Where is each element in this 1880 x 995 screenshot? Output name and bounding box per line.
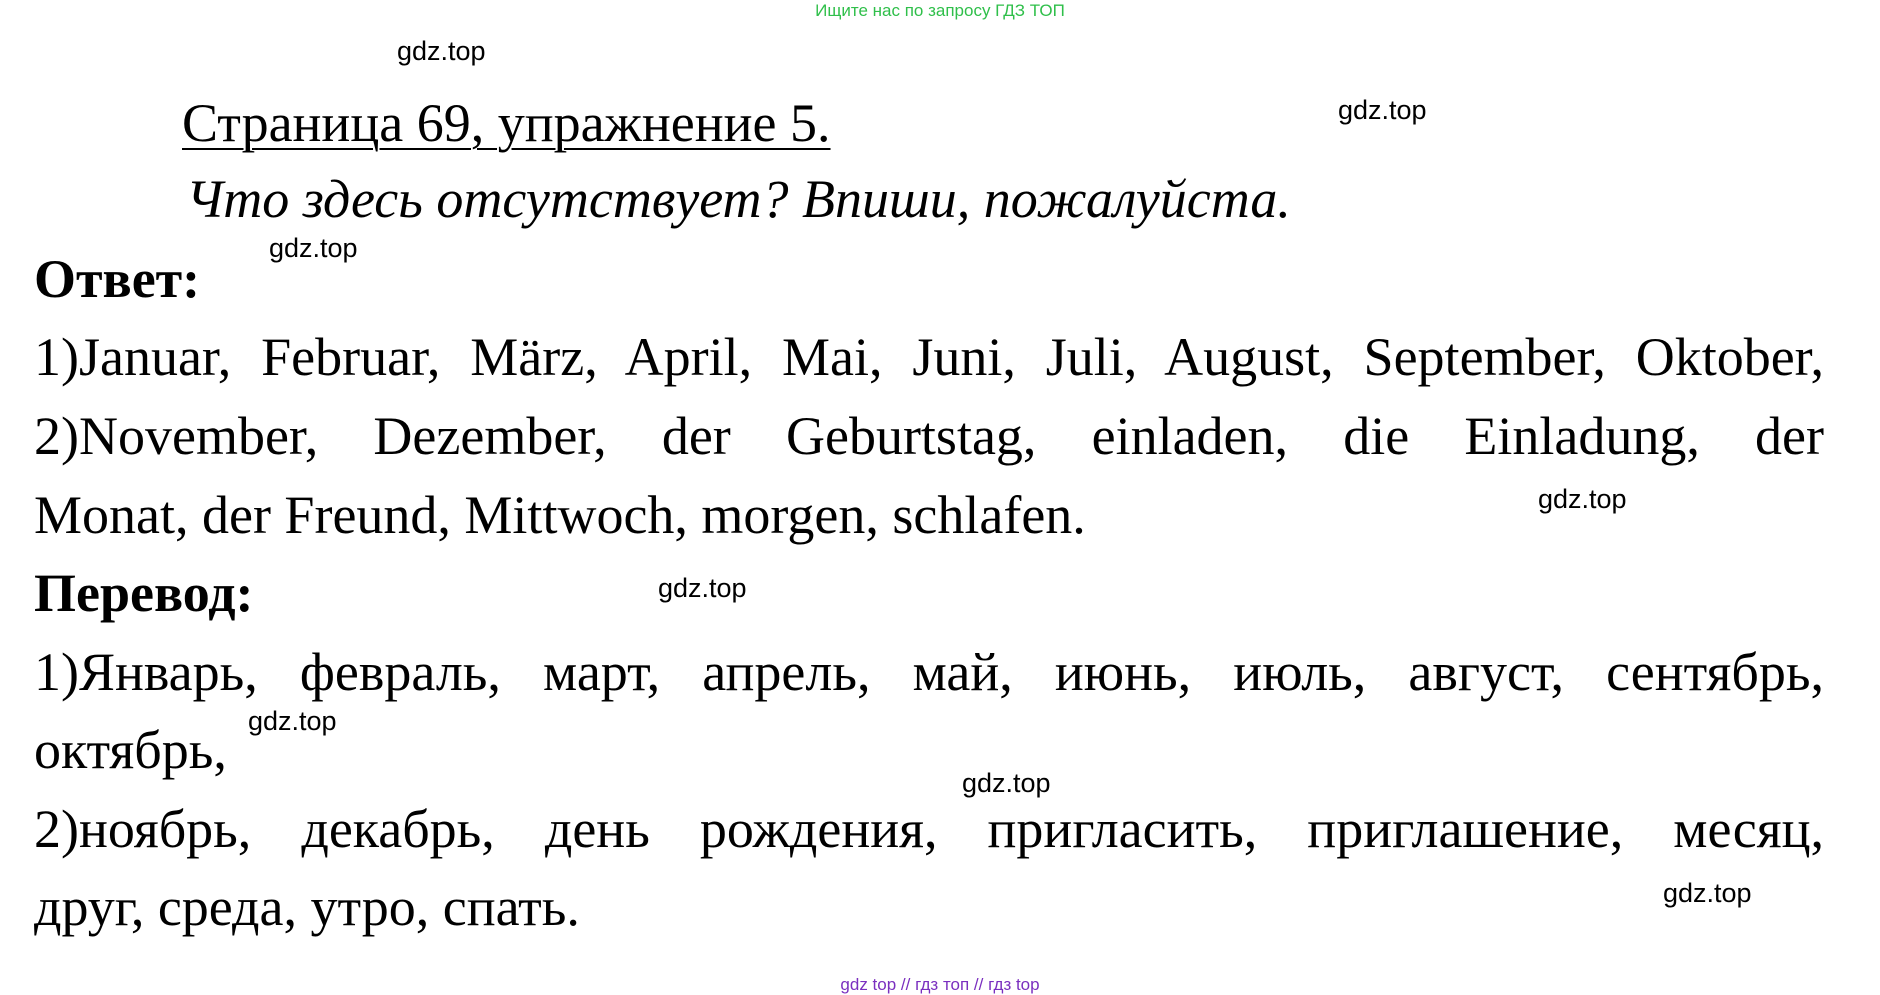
translation-line: 2)ноябрь, декабрь, день рождения, пригласить, приглашение, месяц,: [34, 799, 1824, 859]
task-text: Что здесь отсутствует? Впиши, пожалуйста.: [186, 169, 1291, 229]
watermark: gdz.top: [269, 233, 358, 263]
watermark: gdz.top: [1538, 484, 1627, 514]
watermark: gdz.top: [658, 573, 747, 603]
page-title: Страница 69, упражнение 5.: [182, 93, 831, 153]
watermark: gdz.top: [962, 768, 1051, 798]
answer-line: 1)Januar, Februar, März, April, Mai, Juni, Juli, August, September, Oktober,: [34, 327, 1824, 387]
watermark: gdz.top: [248, 706, 337, 736]
translation-heading: Перевод:: [34, 563, 254, 623]
translation-line: октябрь,: [34, 720, 227, 780]
answer-line: 2)November, Dezember, der Geburtstag, einladen, die Einladung, der: [34, 406, 1824, 466]
watermark: gdz.top: [1338, 95, 1427, 125]
answer-line: Monat, der Freund, Mittwoch, morgen, schlafen.: [34, 485, 1086, 545]
translation-line: 1)Январь, февраль, март, апрель, май, июнь, июль, август, сентябрь,: [34, 642, 1824, 702]
watermark: gdz.top: [397, 36, 486, 66]
answer-heading: Ответ:: [34, 249, 201, 309]
search-banner[interactable]: Ищите нас по запросу ГДЗ ТОП: [815, 1, 1065, 20]
watermark: gdz.top: [1663, 878, 1752, 908]
footer-links[interactable]: gdz top // гдз топ // гдз top: [840, 975, 1040, 994]
translation-line: друг, среда, утро, спать.: [34, 877, 580, 937]
